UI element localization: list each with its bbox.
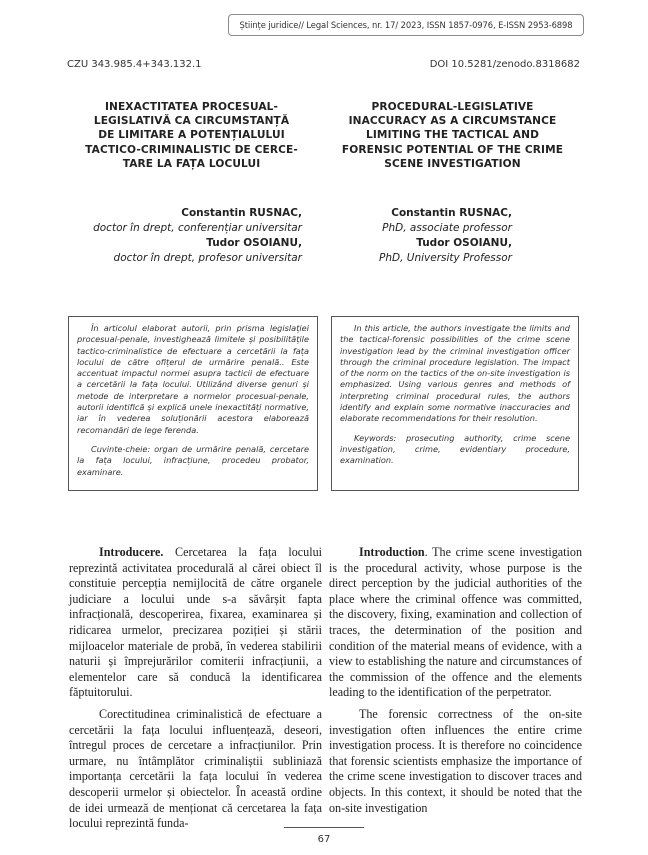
title-en-line: LIMITING THE TACTICAL AND <box>366 129 539 142</box>
author-credential: PhD, University Professor <box>379 252 512 264</box>
title-ro-line: DE LIMITARE A POTENȚIALULUI <box>98 129 285 142</box>
abstract-keywords: Cuvinte-cheie: organ de urmărire penală, cercetare la fața locului, infracțiune, procedeu probator, examinare. <box>77 443 309 477</box>
title-romanian <box>74 100 309 171</box>
title-ro-line: LEGISLATIVĂ CA CIRCUMSTANȚĂ <box>93 115 290 128</box>
paragraph-text: Corectitudinea criminalistică de efectuare a cercetării la fața locului influențează, deseori, întregul proces de cercetare a infracțiunilor. Prin urmare, nu întâmplător criminaliștii subliniază importanța cercetării la fața locului în vederea descoperii urmelor și obiectelor. În această ordine de idei urmează de menționat că cercetarea la fața locului reprezintă funda- <box>69 706 322 831</box>
abstract-text: În articolul elaborat autorii, prin prisma legislației procesual-penale, investighează limitele și posibilitățile tactico-criminalistice de efectuare a cercetării la fața locului de către ofițerul de urmărire penală.. Este accentuat impactul normei asupra tacticii de efectuare a cercetării la fața locului. Utilizând diverse genuri și metode de interpretare a normelor procesual-penale, autorii identifică și explică unele inexactități normative, iar în vederea soluționării acestora elaborează recomandări de lege ferenda. <box>77 323 309 435</box>
abstract-english <box>331 316 579 491</box>
section-heading: Introducere. <box>99 545 164 559</box>
authors-english <box>262 206 512 266</box>
author-credential: PhD, associate professor <box>382 222 512 234</box>
author-name: Constantin RUSNAC, <box>181 207 302 219</box>
title-en-line: SCENE INVESTIGATION <box>384 157 521 170</box>
page-number: 67 <box>317 834 331 845</box>
author-name: Tudor OSOIANU, <box>416 237 512 249</box>
author-credential: doctor în drept, conferențiar universitar <box>93 222 302 234</box>
abstract-text: In this article, the authors investigate the limits and the tactical-forensic possibilities of the crime scene investigation lead by the criminal investigation officer through the criminal procedure legislation. The impact of the norm on the tactics of the on-site investigation is emphasized. Using various genres and methods of interpreting criminal procedural rules, the authors identify and explain some normative inaccuracies and elaborate recommendations for their resolution. <box>340 323 570 424</box>
body-column-english <box>329 545 582 822</box>
body-column-romanian <box>69 545 322 838</box>
title-english <box>335 100 570 171</box>
title-en-line: PROCEDURAL-LEGISLATIVE <box>371 101 534 113</box>
body-paragraph <box>69 545 322 701</box>
paragraph-text: Cercetarea la fața locului reprezintă activitatea procedurală al cărei obiect îl constituie percepția nemijlocită de către organele judiciare a locului unde s-a săvârșit fapta infracțională, descoperirea, fixarea, examinarea și ridicarea urmelor, precizarea poziției și stării mijloacelor materiale de probă, în vederea stabilirii naturii și împrejurărilor comiterii infracțiunii, a elementelor care să conducă la identificarea făptuitorului. <box>69 545 322 700</box>
section-heading: Introduction <box>359 545 425 559</box>
author-name: Constantin RUSNAC, <box>391 207 512 219</box>
body-paragraph <box>329 707 582 816</box>
body-paragraph <box>69 707 322 832</box>
author-credential: doctor în drept, profesor universitar <box>113 252 302 264</box>
doi: DOI 10.5281/zenodo.8318682 <box>429 59 580 70</box>
author-name: Tudor OSOIANU, <box>206 237 302 249</box>
abstract-romanian <box>68 316 318 491</box>
footer-rule <box>284 827 364 828</box>
title-ro-line: INEXACTITATEA PROCESUAL- <box>104 101 279 113</box>
paragraph-text: The forensic correctness of the on-site investigation often influences the entire crime investigation process. It is therefore no coincidence that forensic scientists emphasize the importance of the crime scene investigation to discover traces and objects. In this context, it should be noted that the on-site investigation <box>329 706 582 815</box>
paragraph-text: . The crime scene investigation is the procedural activity, whose purpose is the direct perception by the judicial authorities of the place where the criminal offence was committed, the discovery, fixing, examination and collection of traces, the determination of the position and condition of the material means of evidence, with a view to establishing the nature and circumstances of the commission of the offence and the elements leading to the identification of the perpetrator. <box>329 545 582 700</box>
title-ro-line: TACTICO-CRIMINALISTIC DE CERCE- <box>85 143 298 156</box>
title-ro-line: TARE LA FAȚA LOCULUI <box>122 157 261 170</box>
title-en-line: FORENSIC POTENTIAL OF THE CRIME <box>341 143 564 156</box>
title-en-line: INACCURACY AS A CIRCUMSTANCE <box>348 115 557 128</box>
abstract-keywords: Keywords: prosecuting authority, crime scene investigation, crime, evidentiary procedure, examination. <box>340 432 570 466</box>
udc-code: CZU 343.985.4+343.132.1 <box>67 59 202 70</box>
body-paragraph <box>329 545 582 701</box>
journal-header: Științe juridice// Legal Sciences, nr. 17/ 2023, ISSN 1857-0976, E-ISSN 2953-6898 <box>228 14 584 36</box>
